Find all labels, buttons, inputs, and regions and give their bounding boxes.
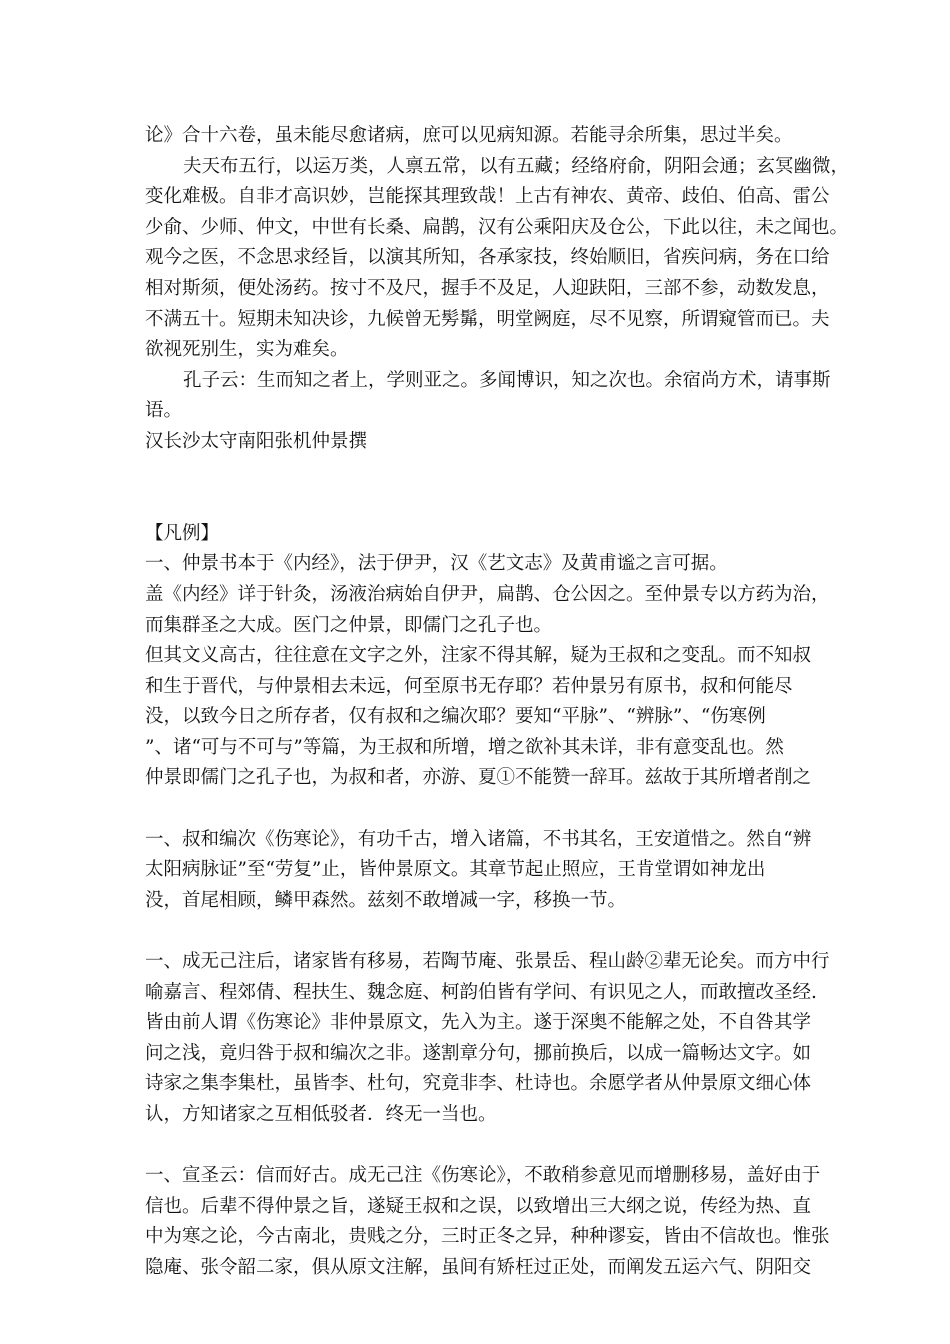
text-line: 孔子云：生而知之者上，学则亚之。多闻博识，知之次也。余宿尚方术，请事斯 [183, 369, 831, 391]
spacer [145, 458, 835, 489]
text-line: 喻嘉言、程郊倩、程扶生、魏念庭、柯韵伯皆有学问、有识见之人，而敢擅改圣经. [145, 981, 817, 1003]
text-line: 仲景即儒门之孔子也，为叔和者，亦游、夏①不能赞一辞耳。兹故于其所增者削之 [145, 767, 812, 789]
preface-para-1 [145, 152, 850, 366]
text-line: ”、诸“可与不可与”等篇，为王叔和所增，增之欲补其未详，非有意变乱也。然 [145, 736, 784, 758]
text-line: 隐庵、张令韶二家，俱从原文注解，虽间有矫枉过正处，而阐发五运六气、阴阳交 [145, 1256, 812, 1278]
preface-para-2 [145, 366, 835, 427]
text-line: 观今之医，不念思求经旨，以演其所知，各承家技，终始顺旧，省疾问病，务在口给 [145, 247, 830, 269]
text-line: 相对斯须，便处汤药。按寸不及尺，握手不及足，人迎趺阳，三部不参，动数发息， [145, 277, 830, 299]
text-line: 论》合十六卷，虽未能尽愈诸病，庶可以见病知源。若能寻余所集，思过半矣。 [145, 125, 793, 146]
spacer [145, 1131, 835, 1162]
section-heading: 【凡例】 [145, 522, 220, 544]
text-line: 但其文义高古，往往意在文字之外，注家不得其解，疑为王叔和之变乱。而不知叔 [145, 645, 812, 667]
text-line: 认，方知诸家之互相低驳者．终无一当也。 [145, 1104, 497, 1125]
fanli-item-4 [145, 1161, 835, 1283]
text-line: 没，以致今日之所存者，仅有叔和之编次耶？要知“平脉”、“辨脉”、“伤寒例 [145, 706, 766, 728]
text-line: 太阳病脉证”至“劳复”止，皆仲景原文。其章节起止照应，王肯堂谓如神龙出 [145, 859, 766, 881]
text-line: 中为寒之论，今古南北，贵贱之分，三时正冬之异，种种谬妄，皆由不信故也。惟张 [145, 1226, 830, 1248]
fanli-item-1 [145, 549, 835, 794]
text-line: 不满五十。短期未知决诊，九候曾无髣髴，明堂阙庭，尽不见察，所谓窥管而已。夫 [145, 308, 830, 330]
spacer [145, 488, 835, 519]
fanli-item-2 [145, 825, 835, 917]
text-line: 皆由前人谓《伤寒论》非仲景原文，先入为主。遂于深奥不能解之处，不自咎其学 [145, 1012, 812, 1034]
spacer [145, 916, 835, 947]
text-line: 而集群圣之大成。医门之仲景，即儒门之孔子也。 [145, 614, 553, 636]
spacer [145, 794, 835, 825]
text-line: 一、仲景书本于《内经》，法于伊尹，汉《艺文志》及黄甫谧之言可据。 [145, 553, 728, 575]
author-signature: 汉长沙太守南阳张机仲景撰 [145, 430, 368, 452]
text-line: 欲视死别生，实为难矣。 [145, 339, 349, 361]
text-line: 没，首尾相顾，鳞甲森然。兹刻不敢增减一字，移换一节。 [145, 889, 627, 911]
document-page [145, 121, 850, 1284]
text-line: 一、叔和编次《伤寒论》，有功千古，增入诸篇，不书其名，王安道惜之。然自“辨 [145, 828, 812, 850]
text-line: 信也。后辈不得仲景之旨，遂疑王叔和之误，以致增出三大纲之说，传经为热、直 [145, 1195, 812, 1217]
text-line: 盖《内经》详于针灸，汤液治病始自伊尹，扁鹊、仓公因之。至仲景专以方药为治， [145, 583, 830, 605]
text-line: 语。 [145, 400, 183, 422]
fanli-item-3 [145, 947, 835, 1131]
text-line: 少俞、少师、仲文，中世有长桑、扁鹊，汉有公乘阳庆及仓公，下此以往，未之闻也。 [145, 216, 849, 238]
text-line: 一、成无己注后，诸家皆有移易，若陶节庵、张景岳、程山龄②辈无论矣。而方中行 [145, 951, 830, 973]
text-line: 诗家之集李集杜，虽皆李、杜句，究竟非李、杜诗也。余愿学者从仲景原文细心体 [145, 1073, 812, 1095]
text-line: 和生于晋代，与仲景相去未远，何至原书无存耶？若仲景另有原书，叔和何能尽 [145, 675, 793, 697]
text-line: 问之浅，竟归咎于叔和编次之非。遂割章分句，挪前换后，以成一篇畅达文字。如 [145, 1042, 812, 1064]
text-line: 一、宣圣云：信而好古。成无己注《伤寒论》，不敢稍参意见而增删移易，盖好由于 [145, 1165, 821, 1187]
text-line: 变化难极。自非才高识妙，岂能探其理致哉！上古有神农、黄帝、歧伯、伯高、雷公 [145, 186, 830, 208]
text-line: 夫天布五行，以运万类，人禀五常，以有五藏；经络府俞，阴阳会通；玄冥幽微， [183, 155, 850, 177]
preface-para-0 [145, 121, 835, 152]
